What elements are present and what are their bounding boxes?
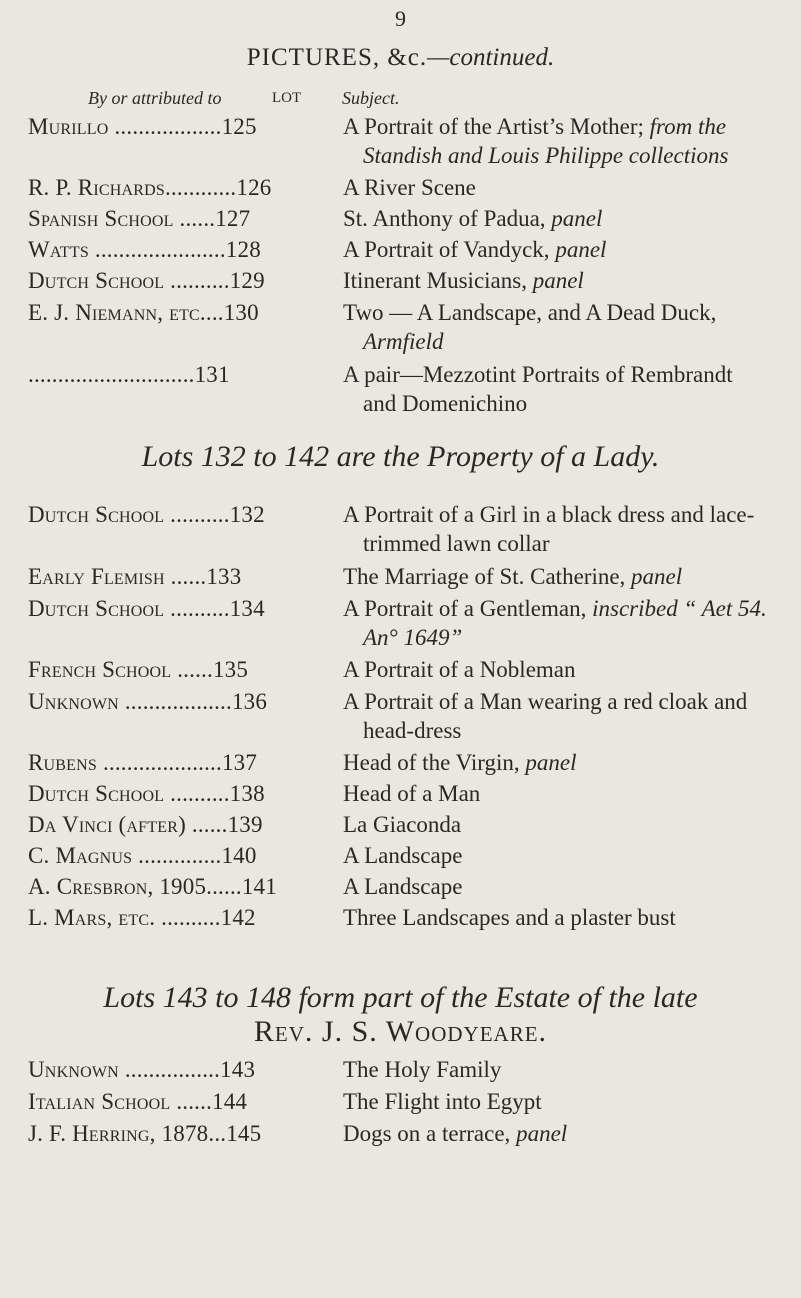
subject: Itinerant Musicians, panel [343,268,584,293]
subject: A Landscape [343,874,463,899]
subject: A Portrait of a Nobleman [343,657,576,682]
artist: Murillo ..................125 [28,114,257,139]
artist: Dutch School ..........132 [28,502,265,527]
artist: ............................131 [28,362,230,387]
artist: Unknown ..................136 [28,689,268,714]
column-header-subject: Subject. [342,88,400,108]
page-number: 9 [395,6,406,31]
artist: Unknown ................143 [28,1057,256,1082]
column-header-lot: LOT [272,90,302,106]
artist: French School ......135 [28,657,249,682]
subject: A Portrait of a Girl in a black dress and lace- trimmed lawn collar [343,502,755,556]
artist: Dutch School ..........134 [28,596,265,621]
artist: R. P. Richards............126 [28,175,272,200]
subject: Two — A Landscape, and A Dead Duck, Armfield [343,300,717,354]
subject: A pair—Mezzotint Portraits of Rembrandt and Domenichino [343,362,733,416]
subject: La Giaconda [343,812,462,837]
subject: Head of a Man [343,781,481,806]
artist: Spanish School ......127 [28,206,251,231]
artist: Italian School ......144 [28,1089,248,1114]
artist: Da Vinci (after) ......139 [28,812,263,837]
subject: A Portrait of a Gentleman, inscribed “ Aet 54. An° 1649” [343,596,767,650]
subject: Three Landscapes and a plaster bust [343,905,676,930]
artist: Dutch School ..........138 [28,781,265,806]
artist: Early Flemish ......133 [28,564,242,589]
artist: C. Magnus ..............140 [28,843,257,868]
column-header-artist: By or attributed to [88,88,222,108]
artist: A. Cresbron, 1905......141 [28,874,277,899]
artist: E. J. Niemann, etc....130 [28,300,259,325]
subject: The Marriage of St. Catherine, panel [343,564,683,589]
subject: Dogs on a terrace, panel [343,1121,568,1146]
subject: A Landscape [343,843,463,868]
heading-text: PICTURES, &c. [246,44,428,71]
artist: Dutch School ..........129 [28,268,265,293]
heading-continued: —continued. [427,44,555,71]
subject: The Flight into Egypt [343,1089,542,1114]
artist: Watts ......................128 [28,237,261,262]
subject: The Holy Family [343,1057,502,1082]
section-title-lady: Lots 132 to 142 are the Property of a Lady. [141,440,660,473]
artist: L. Mars, etc. ..........142 [28,905,256,930]
section-title-estate-line1: Lots 143 to 148 form part of the Estate of the late [103,981,698,1014]
artist: Rubens ....................137 [28,750,258,775]
subject: A Portrait of a Man wearing a red cloak and head-dress [343,689,748,743]
page-heading [0,44,801,72]
subject: St. Anthony of Padua, panel [343,206,603,231]
subject: A Portrait of the Artist’s Mother; from the Standish and Louis Philippe collections [343,114,729,168]
artist: J. F. Herring, 1878...145 [28,1121,262,1146]
section-title-estate-line2: Rev. J. S. Woodyeare. [253,1015,548,1048]
subject: A Portrait of Vandyck, panel [343,237,607,262]
subject: Head of the Virgin, panel [343,750,577,775]
subject: A River Scene [343,175,476,200]
